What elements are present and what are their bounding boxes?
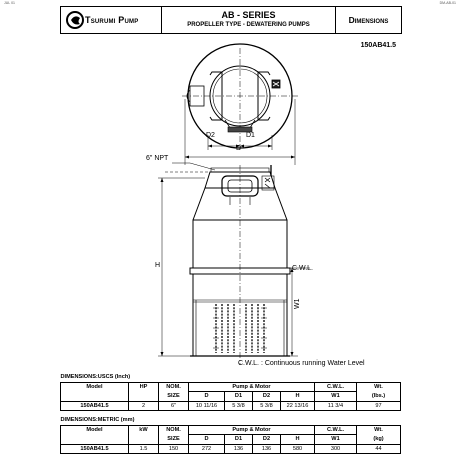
metric-col-d: D (189, 435, 225, 445)
date-code: JUL 01 (4, 1, 15, 5)
metric-d: 272 (189, 444, 225, 454)
metric-model: 150AB41.5 (61, 444, 129, 454)
metric-col-kw: kW (129, 425, 159, 435)
uscs-d: 10 11/16 (189, 401, 225, 411)
d-label: D (236, 145, 242, 152)
table-row (61, 444, 401, 454)
metric-w1: 300 (315, 444, 357, 454)
metric-col-d1: D1 (225, 435, 253, 445)
uscs-col-d2: D2 (253, 392, 281, 402)
side-view (158, 163, 310, 365)
metric-nom: 150 (159, 444, 189, 454)
model-code: 150AB41.5 (360, 42, 396, 49)
metric-wt: 44 (357, 444, 401, 454)
metric-col-w1: W1 (315, 435, 357, 445)
series-title: AB - SERIES (221, 10, 276, 20)
uscs-wt: 97 (357, 401, 401, 411)
uscs-dimensions-table (60, 373, 401, 411)
uscs-col-d1: D1 (225, 392, 253, 402)
uscs-caption: DIMENSIONS:USCS (Inch) (60, 374, 131, 381)
w1-label: W1 (294, 298, 301, 309)
uscs-d2: 5 3/8 (253, 401, 281, 411)
uscs-col-w1: W1 (315, 392, 357, 402)
npt-label: 6" NPT (146, 155, 169, 162)
uscs-col-group: Pump & Motor (189, 382, 315, 392)
metric-col-d2: D2 (253, 435, 281, 445)
metric-h: 580 (281, 444, 315, 454)
d1-label: D1 (246, 132, 255, 139)
uscs-w1: 11 3/4 (315, 401, 357, 411)
uscs-model: 150AB41.5 (61, 401, 129, 411)
uscs-col-cwl: C.W.L. (315, 382, 357, 392)
uscs-col-nom: NOM. (159, 382, 189, 392)
metric-d1: 136 (225, 444, 253, 454)
document-code: DM-AB-01 (439, 1, 456, 5)
uscs-d1: 5 3/8 (225, 401, 253, 411)
discharge-fitting (272, 80, 280, 88)
metric-caption: DIMENSIONS:METRIC (mm) (60, 417, 135, 424)
table-row (61, 401, 401, 411)
uscs-col-model: Model (61, 382, 129, 392)
metric-col-wt: Wt. (357, 425, 401, 435)
uscs-col-h: H (281, 392, 315, 402)
cwl-label: C.W.L. (292, 265, 314, 272)
section-title: Dimensions (348, 15, 389, 25)
uscs-col-wt-unit: (lbs.) (357, 392, 401, 402)
metric-col-group: Pump & Motor (189, 425, 315, 435)
metric-col-nom: NOM. (159, 425, 189, 435)
brand-name: Tsurumi Pump (85, 15, 139, 25)
metric-col-wt-unit: (kg) (357, 435, 401, 445)
uscs-h: 22 13/16 (281, 401, 315, 411)
series-subtitle: PROPELLER TYPE - DEWATERING PUMPS (187, 22, 310, 28)
uscs-col-wt: Wt. (357, 382, 401, 392)
metric-d2: 136 (253, 444, 281, 454)
metric-col-size: SIZE (159, 435, 189, 445)
metric-dimensions-table (60, 416, 401, 454)
uscs-col-d: D (189, 392, 225, 402)
uscs-col-hp: HP (129, 382, 159, 392)
metric-col-model: Model (61, 425, 129, 435)
h-label: H (155, 262, 161, 269)
metric-col-cwl: C.W.L. (315, 425, 357, 435)
uscs-col-size: SIZE (159, 392, 189, 402)
uscs-nom: 6" (159, 401, 189, 411)
metric-col-h: H (281, 435, 315, 445)
d2-label: D2 (206, 132, 215, 139)
uscs-hp: 2 (129, 401, 159, 411)
metric-kw: 1.5 (129, 444, 159, 454)
cwl-note: C.W.L. : Continuous running Water Level (238, 360, 365, 367)
